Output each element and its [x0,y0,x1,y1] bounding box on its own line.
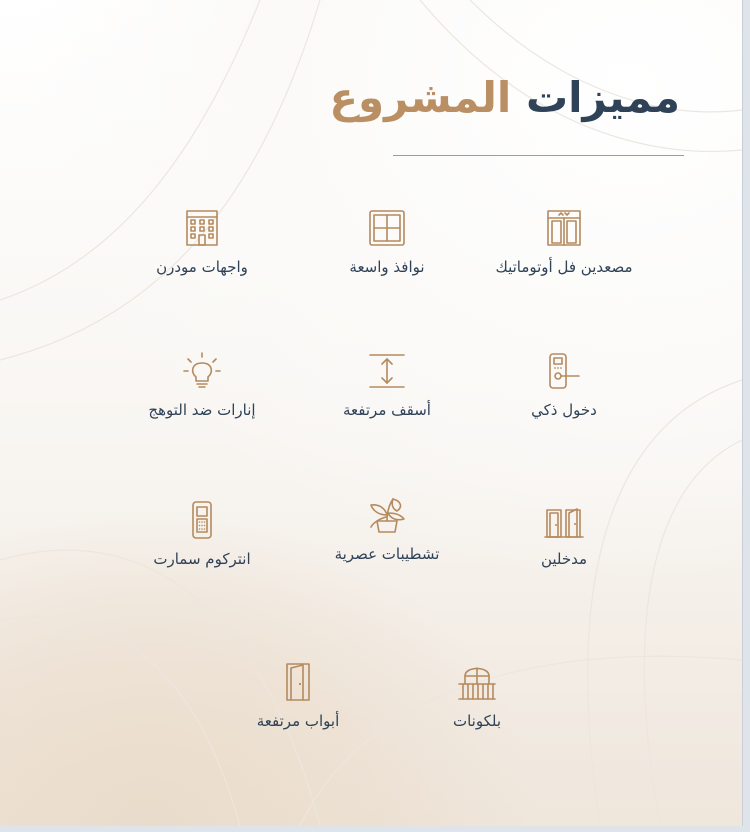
feature-wide-windows [287,208,487,298]
feature-modern-facades [102,208,302,298]
light-bulb-icon [182,351,222,391]
feature-label: أبواب مرتفعة [256,712,340,730]
feature-label: أسقف مرتفعة [343,401,431,419]
feature-label: إنارات ضد التوهج [148,401,256,419]
feature-label: انتركوم سمارت [153,550,251,568]
feature-anti-glare-lighting [102,351,302,441]
plant-icon [367,495,407,535]
feature-modern-finishes [287,495,487,585]
feature-label: تشطيبات عصرية [334,545,440,563]
elevator-icon [544,208,584,248]
feature-two-entrances [464,500,664,590]
feature-label: مدخلين [540,550,588,568]
title-word-project: المشروع [329,73,512,122]
feature-high-ceilings [287,351,487,441]
door-icon [278,662,318,702]
window-icon [367,208,407,248]
feature-balconies [377,662,577,752]
feature-high-doors [198,662,398,752]
feature-smart-intercom [102,500,302,590]
title-underline [393,155,684,156]
ceiling-height-icon [367,351,407,391]
feature-elevators [464,208,664,298]
feature-smart-entry [464,351,664,441]
feature-label: واجهات مودرن [156,258,248,276]
intercom-icon [182,500,222,540]
title-word-features: مميزات [525,73,680,122]
feature-label: مصعدين فل أوتوماتيك [495,258,633,276]
balcony-icon [457,662,497,702]
building-facade-icon [182,208,222,248]
smart-lock-icon [544,351,584,391]
double-doors-icon [544,500,584,540]
page-title [329,68,680,128]
feature-label: بلكونات [452,712,502,730]
feature-label: نوافذ واسعة [349,258,425,276]
feature-label: دخول ذكي [531,401,597,419]
